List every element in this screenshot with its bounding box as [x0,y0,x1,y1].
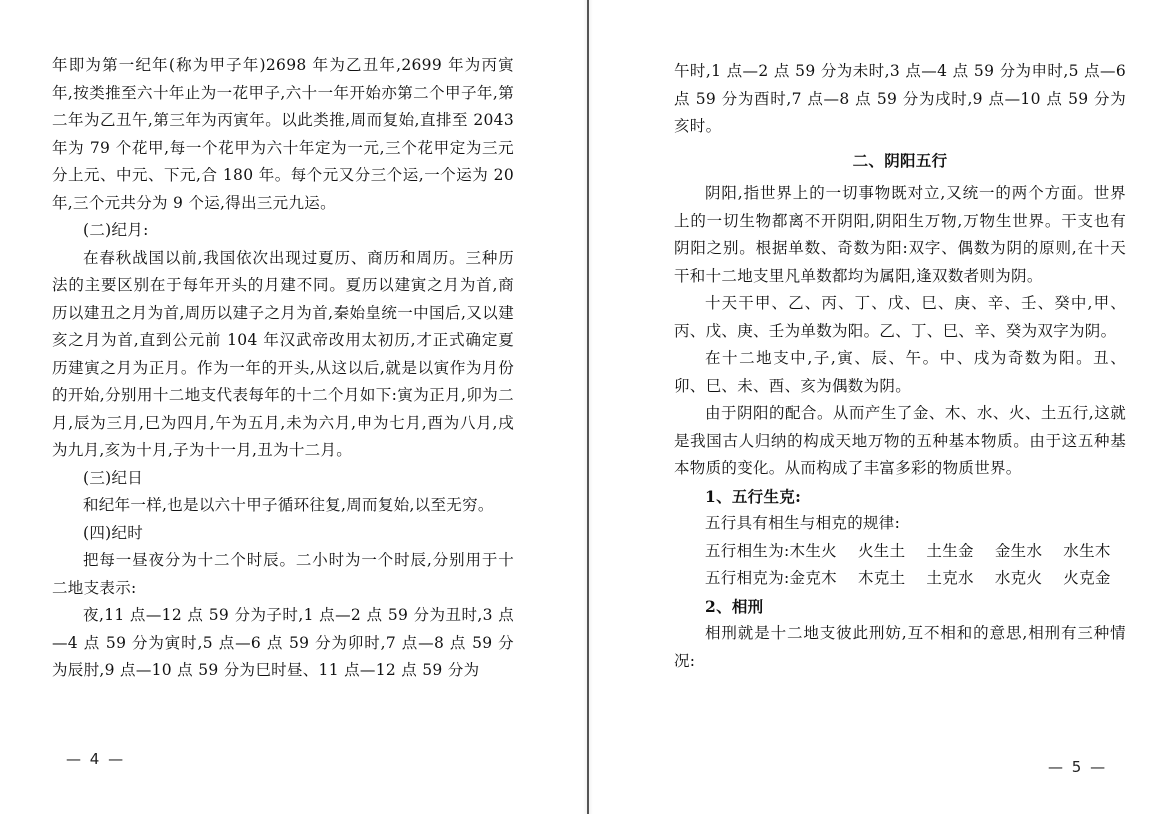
paragraph: 相刑就是十二地支彼此刑妨,互不相和的意思,相刑有三种情况: [674,624,1126,670]
section-heading-yinyang: 二、阴阳五行 [852,150,948,170]
paragraph: 把每一昼夜分为十二个时辰。二小时为一个时辰,分别用于十二地支表示: [52,551,514,597]
ke-item: 金克木 [789,569,837,587]
left-page-text [52,52,514,685]
sheng-item: 水生木 [1063,541,1111,560]
paragraph: 在春秋战国以前,我国依次出现过夏历、商历和周历。三种历法的主要区别在于每年开头的月建不同。夏历以建寅之月为首,商历以建丑之月为首,周历以建子之月为首,秦始皇统一中国后,又以建亥之月为首,直到公元前 104 年汉武帝改用太初历,才正式确定夏历建寅之月为正月。作为一年的开头,从这以后,就是以寅作为月份的开始,分别用十二地支代表每年的十二个月如下:寅为正月,卯为二月,辰为三月,巳为四月,午为五月,未为六月,申为七月,酉为八月,戌为九月,亥为十月,子为十一月,丑为十二月。 [52,248,514,459]
sheng-item: 木生火 [789,541,837,560]
section-heading-day: (三)纪日 [83,468,144,487]
section-heading-hour: (四)纪时 [83,523,144,542]
subheading-xiangxing: 2、相刑 [705,596,764,616]
wuxing-sheng-line [674,538,1126,566]
ke-label: 五行相克为: [705,569,790,587]
page-number-left: — 4 — [66,750,126,768]
ke-item: 土克水 [926,569,974,587]
sheng-item: 火生土 [857,541,906,560]
page-number-right: — 5 — [1048,758,1108,776]
wuxing-ke-line [674,565,1126,593]
ke-item: 火克金 [1063,569,1111,587]
ke-item: 木克土 [857,569,906,587]
paragraph: 午时,1 点—2 点 59 分为未时,3 点—4 点 59 分为申时,5 点—6 点 59 分为酉时,7 点—8 点 59 分为戌时,9 点—10 点 59 分为亥时。 [674,62,1126,135]
paragraph: 年即为第一纪年(称为甲子年)2698 年为乙丑年,2699 年为丙寅年,按类推至六十年止为一花甲子,六十一年开始亦第二个甲子年,第二年为乙丑午,第三年为丙寅年。以此类推,周而复始,直排至 2043 年为 79 个花甲,每一个花甲为六十年定为一元,三个花甲定为三元分上元、中元、下元,合 180 年。每个元又分三个运,一个运为 20 年,三个元共分为 9 个运,得出三元九运。 [52,56,514,212]
paragraph: 夜,11 点—12 点 59 分为子时,1 点—2 点 59 分为丑时,3 点—4 点 59 分为寅时,5 点—6 点 59 分为卯时,7 点—8 点 59 分为辰肘,9 点—10 点 59 分为巳时昼、11 点—12 点 59 分为 [52,606,514,679]
paragraph: 五行具有相生与相克的规律: [705,514,901,532]
ke-item: 水克火 [994,569,1043,587]
subheading-wuxing: 1、五行生克: [705,486,802,506]
sheng-item: 土生金 [926,541,974,560]
sheng-label: 五行相生为: [705,541,790,560]
sheng-item: 金生水 [994,541,1043,560]
right-page [592,0,1167,814]
paragraph: 阴阳,指世界上的一切事物既对立,又统一的两个方面。世界上的一切生物都离不开阴阳,阴阳生万物,万物生世界。干支也有阴阳之别。根据单数、奇数为阳:双字、偶数为阴的原则,在十天干和十二地支里凡单数都均为属阳,逢双数者则为阴。 [674,184,1126,285]
paragraph: 和纪年一样,也是以六十甲子循环往复,周而复始,以至无穷。 [83,496,494,514]
paragraph: 由于阴阳的配合。从而产生了金、木、水、火、土五行,这就是我国古人归纳的构成天地万物的五种基本物质。由于这五种基本物质的变化。从而构成了丰富多彩的物质世界。 [674,404,1126,477]
book-gutter [587,0,589,814]
paragraph: 十天干甲、乙、丙、丁、戊、巳、庚、辛、壬、癸中,甲、丙、戊、庚、壬为单数为阳。乙、丁、巳、辛、癸为双字为阴。 [674,294,1126,340]
section-heading-month: (二)纪月: [83,221,149,239]
paragraph: 在十二地支中,子,寅、辰、午。中、戌为奇数为阳。丑、卯、巳、未、酉、亥为偶数为阴。 [674,349,1126,395]
right-page-text [674,58,1126,675]
